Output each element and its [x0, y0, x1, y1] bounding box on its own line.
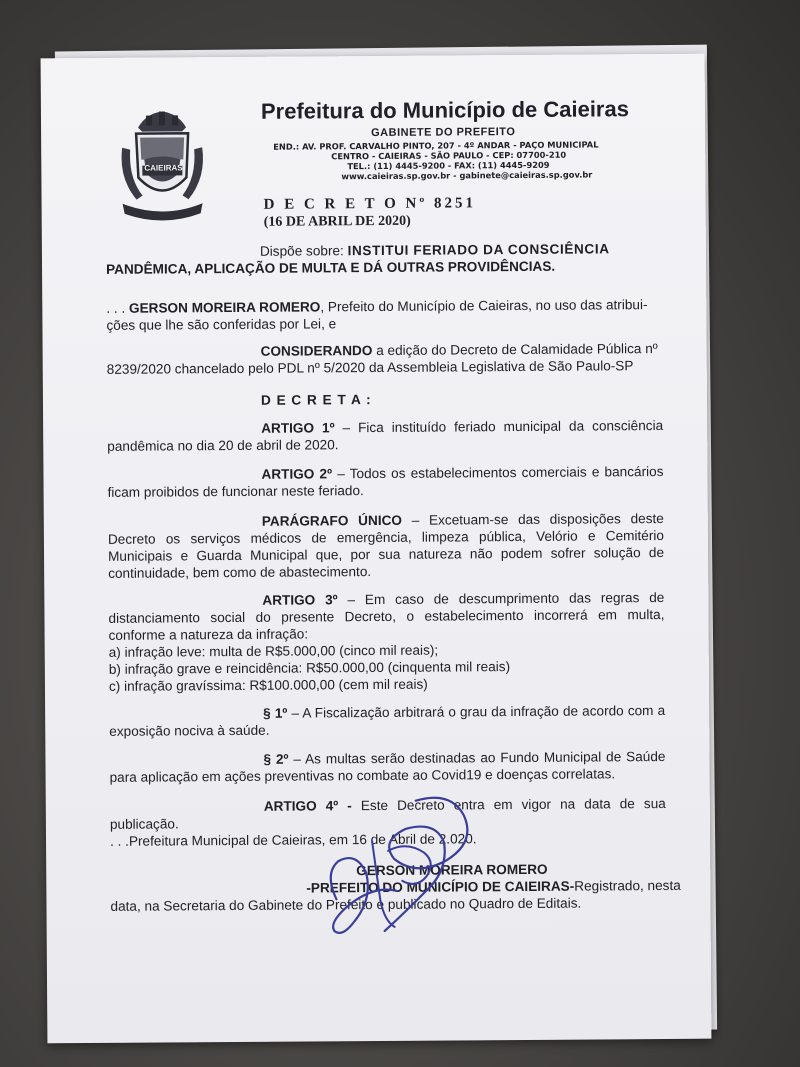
mayor-name: GERSON MOREIRA ROMERO [128, 299, 321, 316]
preamble-dots: . . . [106, 300, 130, 316]
decreta-heading: D E C R E T A : [260, 392, 372, 408]
registry-text: Registrado, nesta [574, 877, 681, 894]
penalty-list [109, 640, 665, 695]
article-2-label: ARTIGO 2º [261, 466, 333, 482]
ementa-text-continued: PANDÊMICA, APLICAÇÃO DE MULTA E DÁ OUTRAS PROVIDÊNCIAS. [105, 258, 556, 277]
header-title: Prefeitura do Município de Caieiras [260, 96, 630, 124]
decree-document [41, 54, 712, 1044]
considerando [107, 340, 663, 378]
article-1-label: ARTIGO 1º [261, 420, 335, 436]
ementa-text: INSTITUI FERIADO DA CONSCIÊNCIA [347, 241, 610, 259]
signer-title: -PREFEITO DO MUNICÍPIO DE CAIEIRAS- [306, 878, 575, 896]
registry-text-continued: data, na Secretaria do Gabinete do Prefeito e publicado no Quadro de Editais. [110, 895, 582, 914]
article-3-text: – Em caso de descumprimento das regras de distanciamento social do presente Decreto, o estabelecimento incorrerá em multa, conforme a natureza da infração: [108, 589, 665, 643]
address-line: END.: AV. PROF. CARVALHO PINTO, 207 - 4º ANDAR - PAÇO MUNICIPAL [273, 139, 599, 152]
section-2-text: – As multas serão destinadas ao Fundo Municipal de Saúde para aplicação em ações preventivas no combate ao Covid19 e doenças correlatas. [109, 748, 666, 785]
article-2-text: – Todos os estabelecimentos comerciais e bancários ficam proibidos de funcionar neste feriado. [107, 463, 664, 500]
article-4 [110, 795, 666, 833]
list-item: a) infração leve: multa de R$5.000,00 (cinco mil reais); [108, 642, 439, 660]
decree-title: D E C R E T O Nº 8251 [263, 195, 477, 213]
list-item: c) infração gravíssima: R$100.000,00 (cem mil reais) [108, 676, 428, 694]
considerando-text: a edição do Decreto de Calamidade Pública nº [372, 341, 658, 359]
section-1-text: – A Fiscalização arbitrará o grau da infração de acordo com a exposição nociva à saúde. [109, 702, 666, 739]
preamble-text: , Prefeito do Município de Caieiras, no uso das atribui- [320, 297, 648, 315]
list-item: b) infração grave e reincidência: R$50.000,00 (cinquenta mil reais) [108, 659, 511, 677]
section-1 [109, 702, 665, 740]
ementa [106, 240, 662, 278]
article-3 [108, 589, 664, 644]
sole-paragraph-text: – Excetuam-se das disposições deste Decreto os serviços médicos de emergência, limpeza pública, Velório e Cemitério Municipais e Guarda Municipal que, por sua natureza não podem sofrer solução de continuidade, bem como de abastecimento. [107, 510, 665, 581]
address-line: TEL.: (11) 4445-9200 - FAX: (11) 4445-9209 [347, 159, 550, 172]
considerando-text-continued: 8239/2020 chancelado pelo PDL nº 5/2020 da Assembleia Legislativa de São Paulo-SP [106, 358, 634, 377]
sole-paragraph [108, 510, 664, 582]
article-3-label: ARTIGO 3º [262, 592, 338, 608]
section-2-label: § 2º [263, 751, 289, 767]
signer-name: GERSON MOREIRA ROMERO [356, 861, 548, 879]
decree-date: (16 DE ABRIL DE 2020) [263, 213, 411, 230]
article-2 [107, 463, 663, 501]
address-line: CENTRO - CAIEIRAS - SÃO PAULO - CEP: 07700-210 [331, 149, 567, 162]
preamble-text-continued: ções que lhe são conferidas por Lei, e [106, 316, 337, 333]
header-subtitle: GABINETE DO PREFEITO [371, 126, 516, 140]
article-1 [107, 417, 663, 455]
ementa-prefix: Dispõe sobre: [259, 243, 348, 259]
article-1-text: – Fica instituído feriado municipal da consciência pandêmica no dia 20 de abril de 2020. [107, 417, 664, 454]
place-date: . . .Prefeitura Municipal de Caieiras, em 16 de Abril de 2.020. [109, 831, 477, 849]
section-1-label: § 1º [263, 705, 288, 721]
preamble [106, 296, 662, 334]
article-4-label: ARTIGO 4º - [263, 798, 352, 814]
sole-paragraph-label: PARÁGRAFO ÚNICO [261, 512, 403, 529]
closing-block [109, 829, 681, 915]
header-address [273, 139, 599, 181]
article-4-text: Este Decreto entra em vigor na data de sua publicação. [109, 795, 666, 832]
address-line: www.caieiras.sp.gov.br - gabinete@caieiras.sp.gov.br [341, 169, 593, 182]
seal-label: CAIEIRAS [144, 163, 183, 173]
considerando-label: CONSIDERANDO [260, 343, 373, 359]
section-2 [109, 748, 665, 786]
